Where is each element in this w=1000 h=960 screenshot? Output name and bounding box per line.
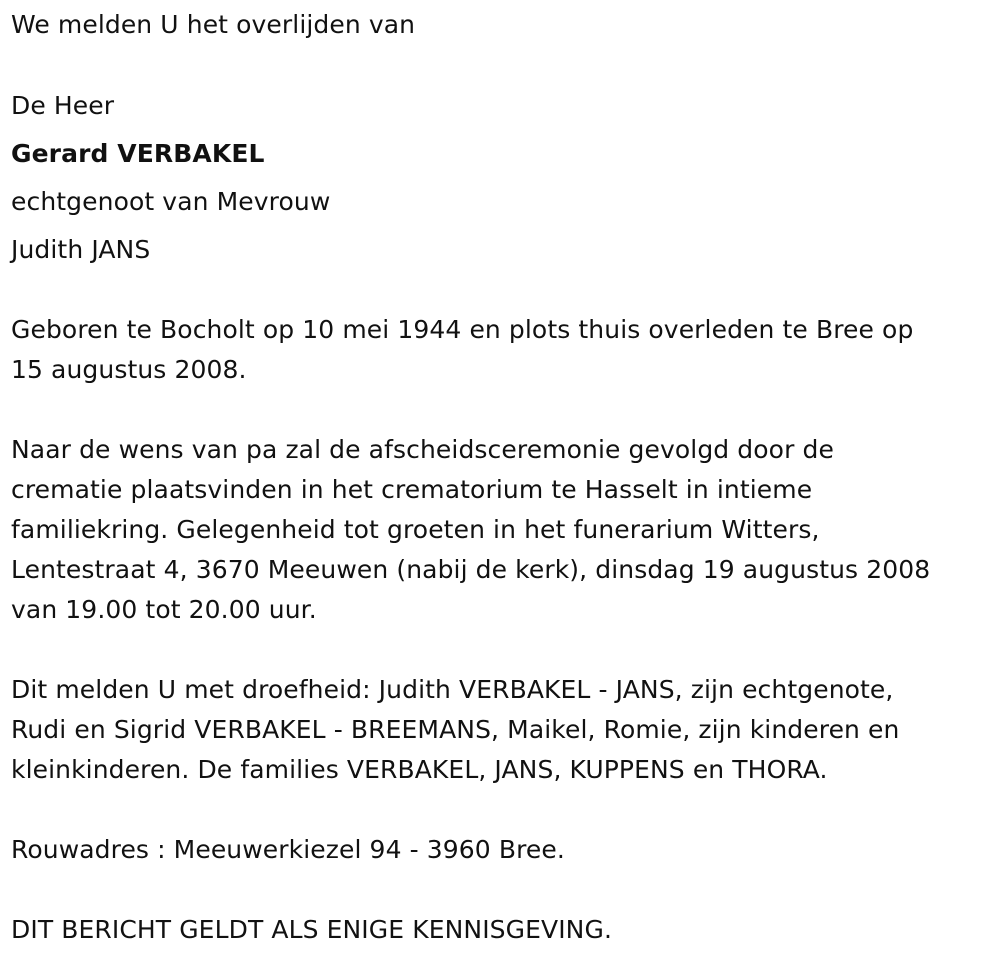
family-line-3: kleinkinderen. De families VERBAKEL, JANS, KUPPENS en THORA. bbox=[11, 755, 828, 784]
birth-death-line-1: Geboren te Bocholt op 10 mei 1944 en plots thuis overleden te Bree op bbox=[11, 315, 914, 344]
title-text: De Heer bbox=[11, 91, 115, 120]
spouse-name: Judith JANS bbox=[11, 235, 151, 264]
spouse-label: echtgenoot van Mevrouw bbox=[11, 187, 331, 216]
ceremony-line-3: familiekring. Gelegenheid tot groeten in het funerarium Witters, bbox=[11, 515, 820, 544]
closing-text: DIT BERICHT GELDT ALS ENIGE KENNISGEVING. bbox=[11, 915, 612, 944]
ceremony-line-4: Lentestraat 4, 3670 Meeuwen (nabij de kerk), dinsdag 19 augustus 2008 bbox=[11, 555, 931, 584]
address-text: Rouwadres : Meeuwerkiezel 94 - 3960 Bree. bbox=[11, 835, 565, 864]
intro-text: We melden U het overlijden van bbox=[11, 10, 416, 39]
family-line-1: Dit melden U met droefheid: Judith VERBAKEL - JANS, zijn echtgenote, bbox=[11, 675, 894, 704]
ceremony-line-2: crematie plaatsvinden in het crematorium te Hasselt in intieme bbox=[11, 475, 813, 504]
birth-death-line-2: 15 augustus 2008. bbox=[11, 355, 247, 384]
deceased-name: Gerard VERBAKEL bbox=[11, 139, 265, 168]
family-line-2: Rudi en Sigrid VERBAKEL - BREEMANS, Maikel, Romie, zijn kinderen en bbox=[11, 715, 900, 744]
ceremony-line-1: Naar de wens van pa zal de afscheidsceremonie gevolgd door de bbox=[11, 435, 834, 464]
ceremony-line-5: van 19.00 tot 20.00 uur. bbox=[11, 595, 317, 624]
